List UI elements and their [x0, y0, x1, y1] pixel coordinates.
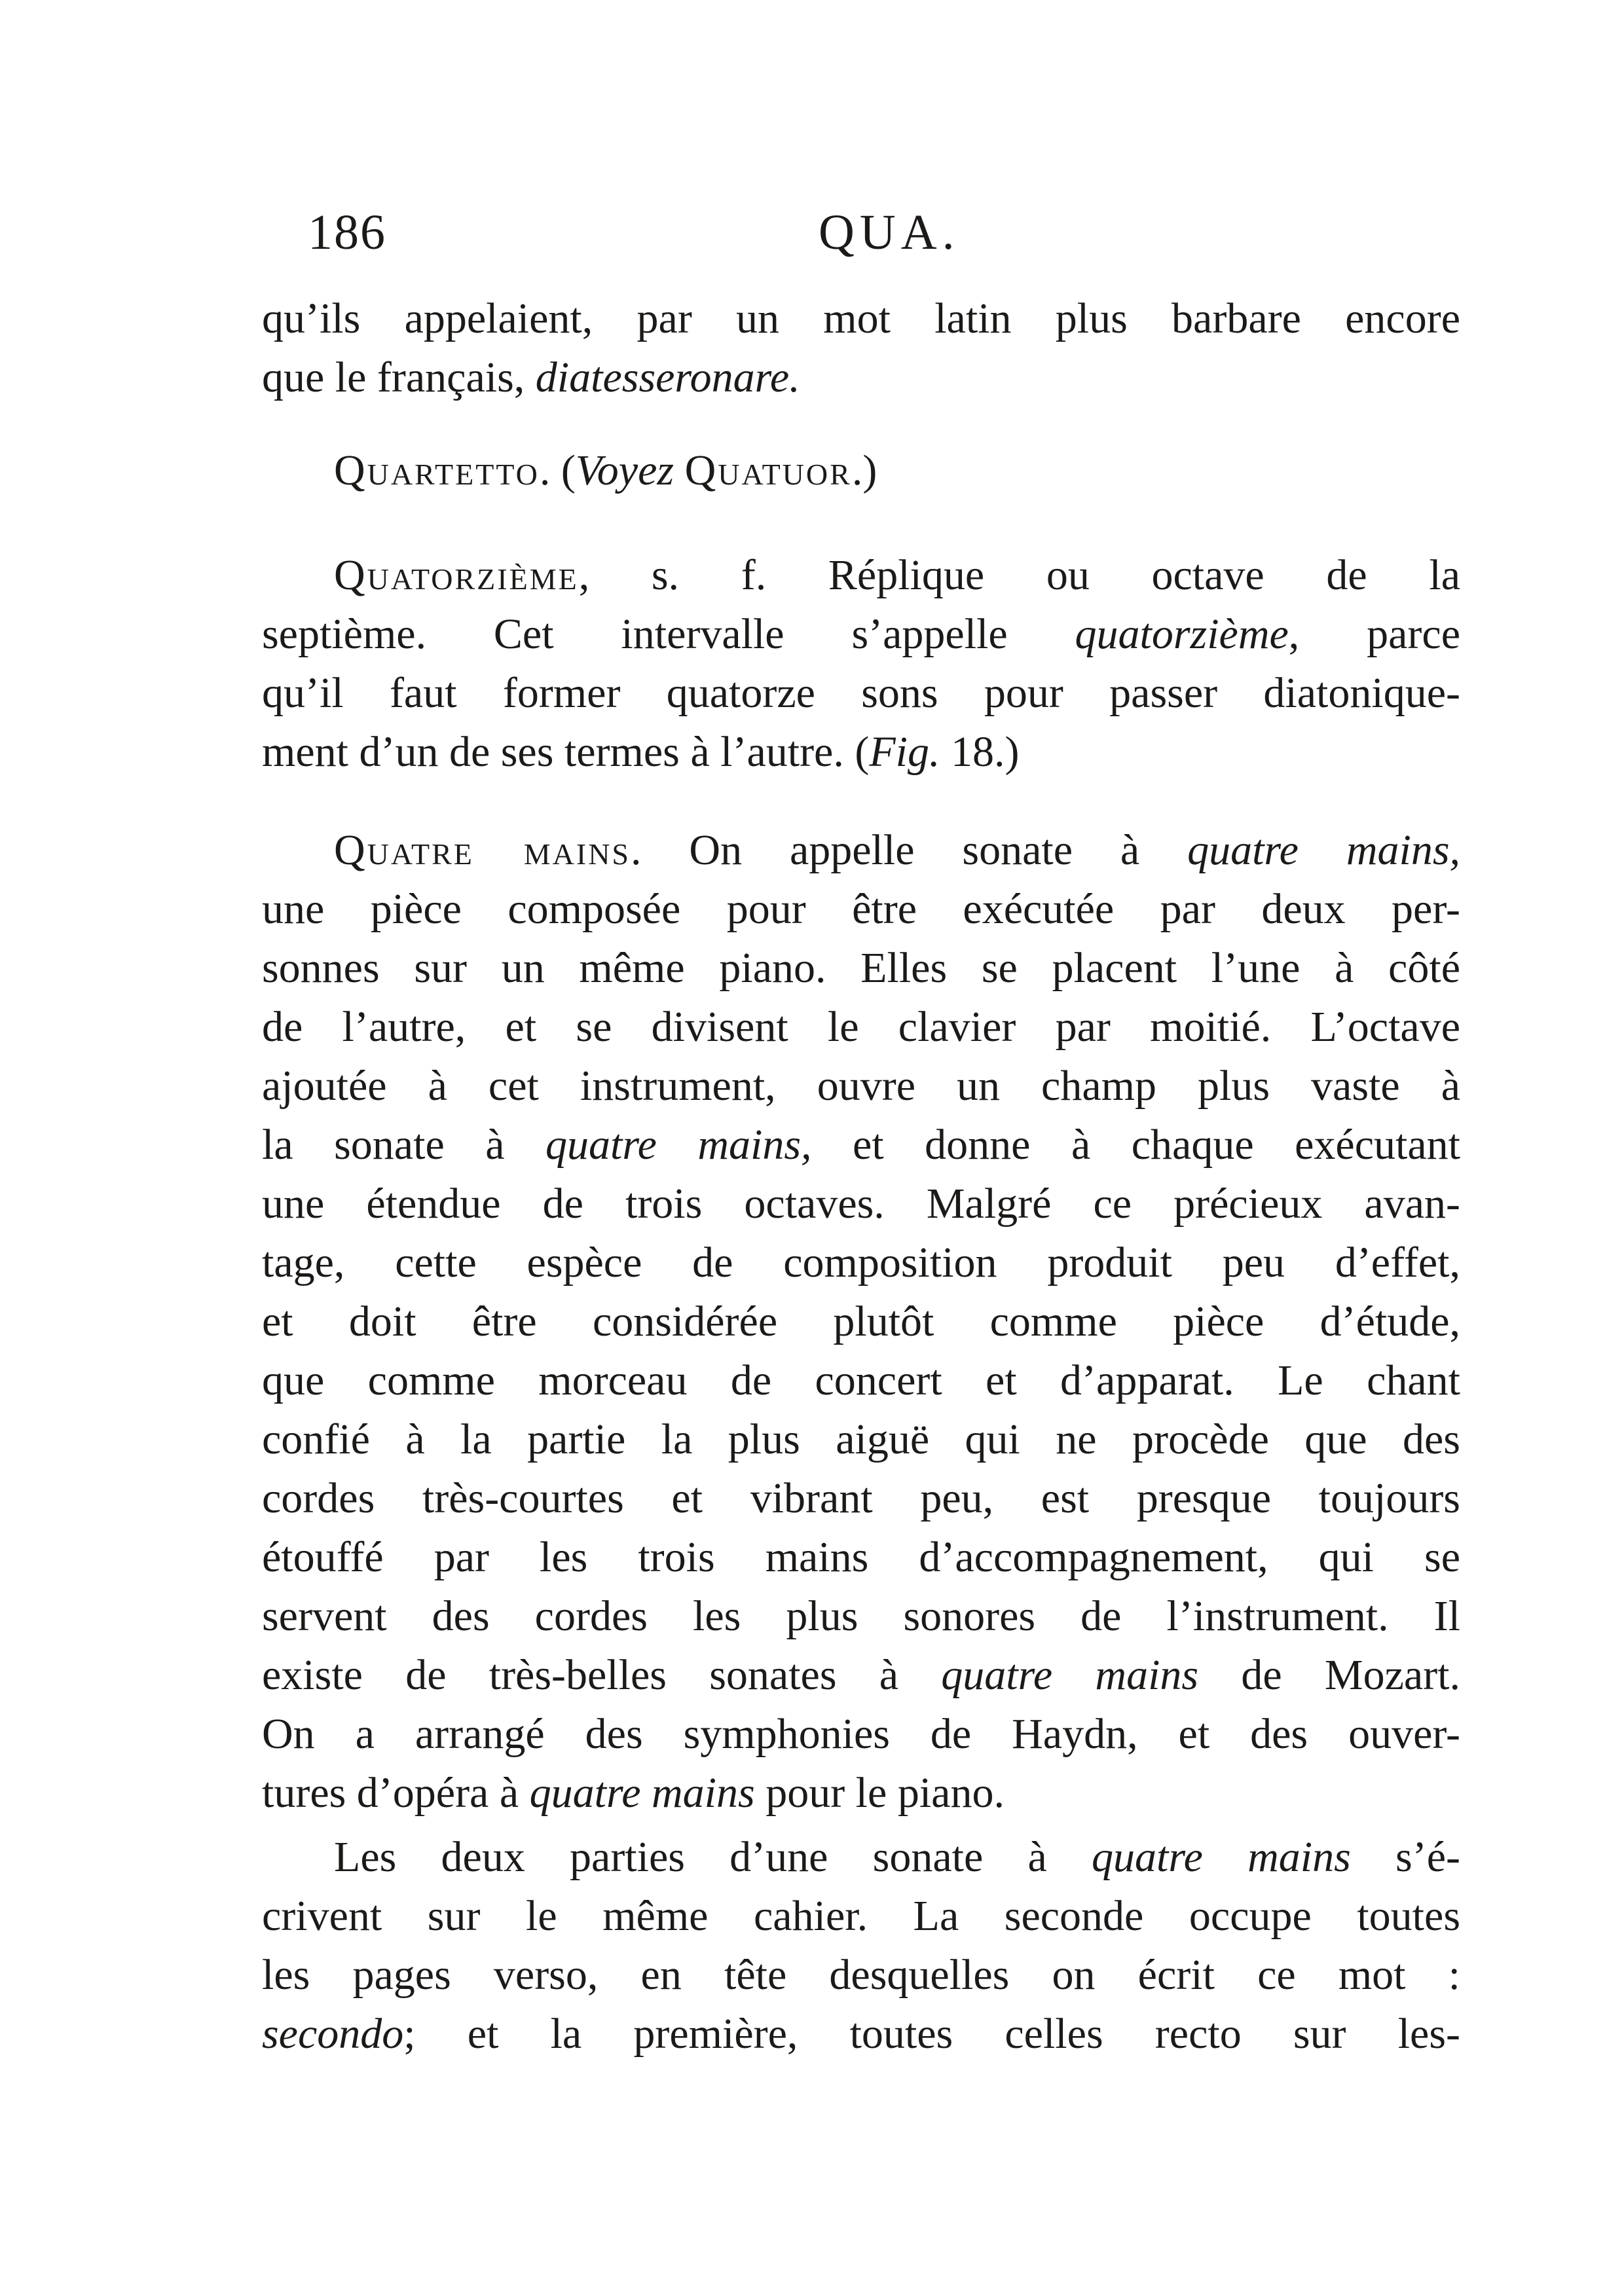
text-run: ajoutée à cet instrument, ouvre un champ plus vaste à [262, 1062, 1460, 1110]
text-line [262, 939, 1460, 998]
text-line [262, 821, 1460, 880]
italic-text: diatesseronare. [535, 354, 800, 401]
entry-headword: Quatorzième [334, 551, 579, 599]
entry-quartetto [262, 441, 1460, 500]
italic-text: quatre mains [1092, 1833, 1351, 1881]
text-line [262, 289, 1460, 348]
entry-headword: Quartetto [334, 446, 540, 494]
text-run: Les deux parties d’une sonate à [334, 1833, 1092, 1881]
text-run: que le français, [262, 354, 536, 401]
text-line [262, 1587, 1460, 1646]
text-line [262, 1646, 1460, 1705]
italic-text: quatorzième [1075, 610, 1289, 658]
text-run: .) [851, 446, 877, 494]
text-line [262, 723, 1460, 782]
text-run: , s. f. Réplique ou octave de la [578, 551, 1460, 599]
text-run: et donne à chaque exécutant [811, 1121, 1460, 1169]
text-run: cordes très-courtes et vibrant peu, est presque toujours [262, 1474, 1460, 1522]
text-line [262, 1946, 1460, 2005]
text-run: pour le piano. [754, 1769, 1005, 1817]
text-line [262, 1233, 1460, 1292]
text-run: On a arrangé des symphonies de Haydn, et des ouver- [262, 1710, 1460, 1758]
text-run: la sonate à [262, 1121, 546, 1169]
text-line [262, 1410, 1460, 1469]
text-line [262, 998, 1460, 1057]
text-line [262, 1292, 1460, 1351]
text-line [262, 605, 1460, 664]
text-run: tures d’opéra à [262, 1769, 530, 1817]
text-run: qu’ils appelaient, par un mot latin plus barbare encore [262, 295, 1460, 342]
text-line [262, 1528, 1460, 1587]
text-line [262, 1175, 1460, 1233]
entry-headword: Quatuor [684, 446, 852, 494]
entry-quatorzieme [262, 546, 1460, 782]
text-run: que comme morceau de concert et d’apparat. Le chant [262, 1357, 1460, 1404]
page-header [308, 196, 1454, 268]
text-run: ; et la première, toutes celles recto sur les- [403, 2010, 1460, 2058]
text-run: de Mozart. [1198, 1651, 1460, 1699]
text-run: tage, cette espèce de composition produit peu d’effet, [262, 1239, 1460, 1286]
text-run: étouffé par les trois mains d’accompagnement, qui se [262, 1533, 1460, 1581]
entry-headword: Quatre mains [334, 826, 631, 874]
text-run: une pièce composée pour être exécutée par deux per- [262, 885, 1460, 933]
text-run: septième. Cet intervalle s’appelle [262, 610, 1075, 658]
text-line [262, 1887, 1460, 1946]
text-run: ment d’un de ses termes à l’autre. ( [262, 728, 870, 776]
text-run: existe de très-belles sonates à [262, 1651, 942, 1699]
text-run: crivent sur le même cahier. La seconde occupe toutes [262, 1892, 1460, 1940]
text-run: et doit être considérée plutôt comme pièce d’étude, [262, 1298, 1460, 1345]
italic-text: quatre mains, [545, 1121, 812, 1169]
italic-text: quatre mains [941, 1651, 1199, 1699]
text-line [262, 2005, 1460, 2064]
text-line [262, 880, 1460, 939]
text-run: une étendue de trois octaves. Malgré ce précieux avan- [262, 1180, 1460, 1228]
text-run: s’é- [1350, 1833, 1460, 1881]
text-run: 18.) [940, 728, 1020, 776]
italic-text: quatre mains, [1187, 826, 1460, 874]
text-line [262, 1828, 1460, 1887]
paragraph-continuation [262, 289, 1460, 407]
italic-text: quatre mains [529, 1769, 755, 1817]
body-text [262, 289, 1460, 2064]
text-run: servent des cordes les plus sonores de l’instrument. Il [262, 1592, 1460, 1640]
italic-text: secondo [262, 2010, 404, 2058]
paragraph-quatre-mains-2 [262, 1828, 1460, 2064]
text-run: , parce [1288, 610, 1460, 658]
italic-text: Voyez [575, 446, 674, 494]
text-line [262, 441, 1460, 500]
text-run: qu’il faut former quatorze sons pour passer diatonique- [262, 669, 1460, 717]
text-line [262, 546, 1460, 605]
text-line [262, 1351, 1460, 1410]
text-line [262, 1764, 1460, 1823]
text-run: . On appelle sonate à [631, 826, 1188, 874]
text-run: de l’autre, et se divisent le clavier par moitié. L’octave [262, 1003, 1460, 1051]
italic-text: Fig. [869, 728, 940, 776]
text-run [674, 446, 685, 494]
text-run: les pages verso, en tête desquelles on écrit ce mot : [262, 1951, 1460, 1999]
entry-quatre-mains [262, 821, 1460, 1823]
text-line [262, 1057, 1460, 1116]
text-line [262, 664, 1460, 723]
text-run: . ( [539, 446, 576, 494]
text-run: sonnes sur un même piano. Elles se placent l’une à côté [262, 944, 1460, 992]
text-run: confié à la partie la plus aiguë qui ne procède que des [262, 1415, 1460, 1463]
running-head: QUA. [819, 205, 960, 260]
text-line [262, 1705, 1460, 1764]
text-line [262, 348, 1460, 407]
text-line [262, 1116, 1460, 1175]
text-line [262, 1469, 1460, 1528]
page-number: 186 [308, 205, 386, 260]
